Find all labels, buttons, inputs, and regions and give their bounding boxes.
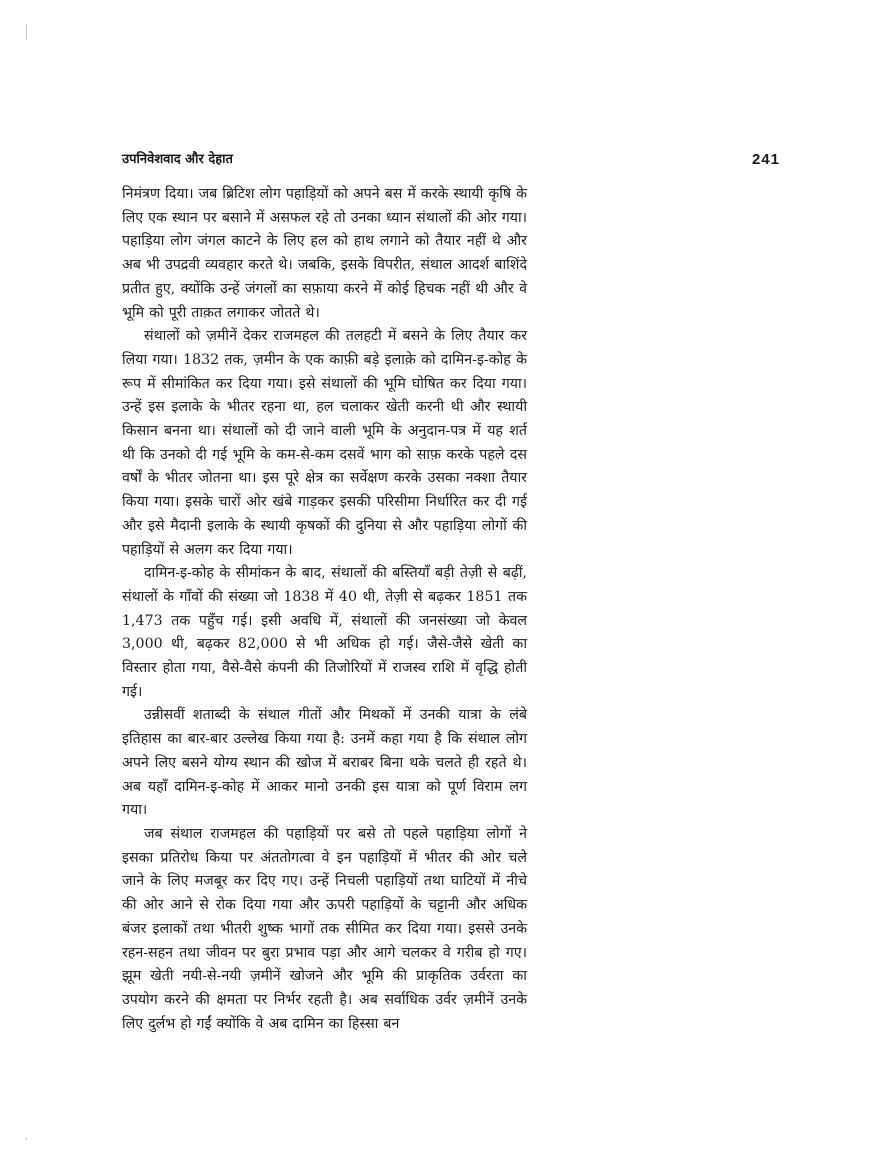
running-header (122, 150, 780, 170)
paragraph: जब संथाल राजमहल की पहाड़ियों पर बसे तो पहले पहाड़िया लोगों ने इसका प्रतिरोध किया पर अंततोगत्वा वे इन पहाड़ियों में भीतर की ओर चले जाने के लिए मजबूर कर दिए गए। उन्हें निचली पहाड़ियों तथा घाटियों में नीचे की ओर आने से रोक दिया गया और ऊपरी पहाड़ियों के चट्टानी और अधिक बंजर इलाकों तथा भीतरी शुष्क भागों तक सीमित कर दिया गया। इससे उनके रहन-सहन तथा जीवन पर बुरा प्रभाव पड़ा और आगे चलकर वे गरीब हो गए। झूम खेती नयी-से-नयी ज़मीनें खोजने और भूमि की प्राकृतिक उर्वरता का उपयोग करने की क्षमता पर निर्भर रहती है। अब सर्वाधिक उर्वर ज़मीनें उनके लिए दुर्लभ हो गईं क्योंकि वे अब दामिन का हिस्सा बन (122, 825, 527, 1032)
chapter-title: उपनिवेशवाद और देहात (122, 152, 233, 167)
body-text (122, 183, 527, 1036)
crop-mark (25, 1138, 27, 1140)
crop-mark (26, 24, 27, 40)
paragraph: दामिन-इ-कोह के सीमांकन के बाद, संथालों की बस्तियाँ बड़ी तेज़ी से बढ़ीं, संथालों के गाँवों की संख्या जो 1838 में 40 थी, तेज़ी से बढ़कर 1851 तक 1,473 तक पहुँच गई। इसी अवधि में, संथालों की जनसंख्या जो केवल 3,000 थी, बढ़कर 82,000 से भी अधिक हो गई। जैसे-जैसे खेती का विस्तार होता गया, वैसे-वैसे कंपनी की तिजोरियों में राजस्व राशि में वृद्धि होती गई। (122, 565, 527, 700)
paragraph: उन्नीसवीं शताब्दी के संथाल गीतों और मिथकों में उनकी यात्रा के लंबे इतिहास का बार-बार उल्लेख किया गया है: उनमें कहा गया है कि संथाल लोग अपने लिए बसने योग्य स्थान की खोज में बराबर बिना थके चलते ही रहते थे। अब यहाँ दामिन-इ-कोह में आकर मानो उनकी इस यात्रा को पूर्ण विराम लग गया। (122, 707, 527, 819)
page-number: 241 (751, 151, 780, 168)
paragraph: निमंत्रण दिया। जब ब्रिटिश लोग पहाड़ियों को अपने बस में करके स्थायी कृषि के लिए एक स्थान पर बसाने में असफल रहे तो उनका ध्यान संथालों की ओर गया। पहाड़िया लोग जंगल काटने के लिए हल को हाथ लगाने को तैयार नहीं थे और अब भी उपद्रवी व्यवहार करते थे। जबकि, इसके विपरीत, संथाल आदर्श बाशिंदे प्रतीत हुए, क्योंकि उन्हें जंगलों का सफ़ाया करने में कोई हिचक नहीं थी और वे भूमि को पूरी ताक़त लगाकर जोतते थे। (122, 186, 527, 321)
paragraph: संथालों को ज़मीनें देकर राजमहल की तलहटी में बसने के लिए तैयार कर लिया गया। 1832 तक, ज़मीन के एक काफ़ी बड़े इलाक़े को दामिन-इ-कोह के रूप में सीमांकित कर दिया गया। इसे संथालों की भूमि घोषित कर दिया गया। उन्हें इस इलाके के भीतर रहना था, हल चलाकर खेती करनी थी और स्थायी किसान बनना था। संथालों को दी जाने वाली भूमि के अनुदान-पत्र में यह शर्त थी कि उनको दी गई भूमि के कम-से-कम दसवें भाग को साफ़ करके पहले दस वर्षों के भीतर जोतना था। इस पूरे क्षेत्र का सर्वेक्षण करके उसका नक्शा तैयार किया गया। इसके चारों ओर खंबे गाड़कर इसकी परिसीमा निर्धारित कर दी गई और इसे मैदानी इलाके के स्थायी कृषकों की दुनिया से और पहाड़िया लोगों की पहाड़ियों से अलग कर दिया गया। (122, 328, 527, 558)
